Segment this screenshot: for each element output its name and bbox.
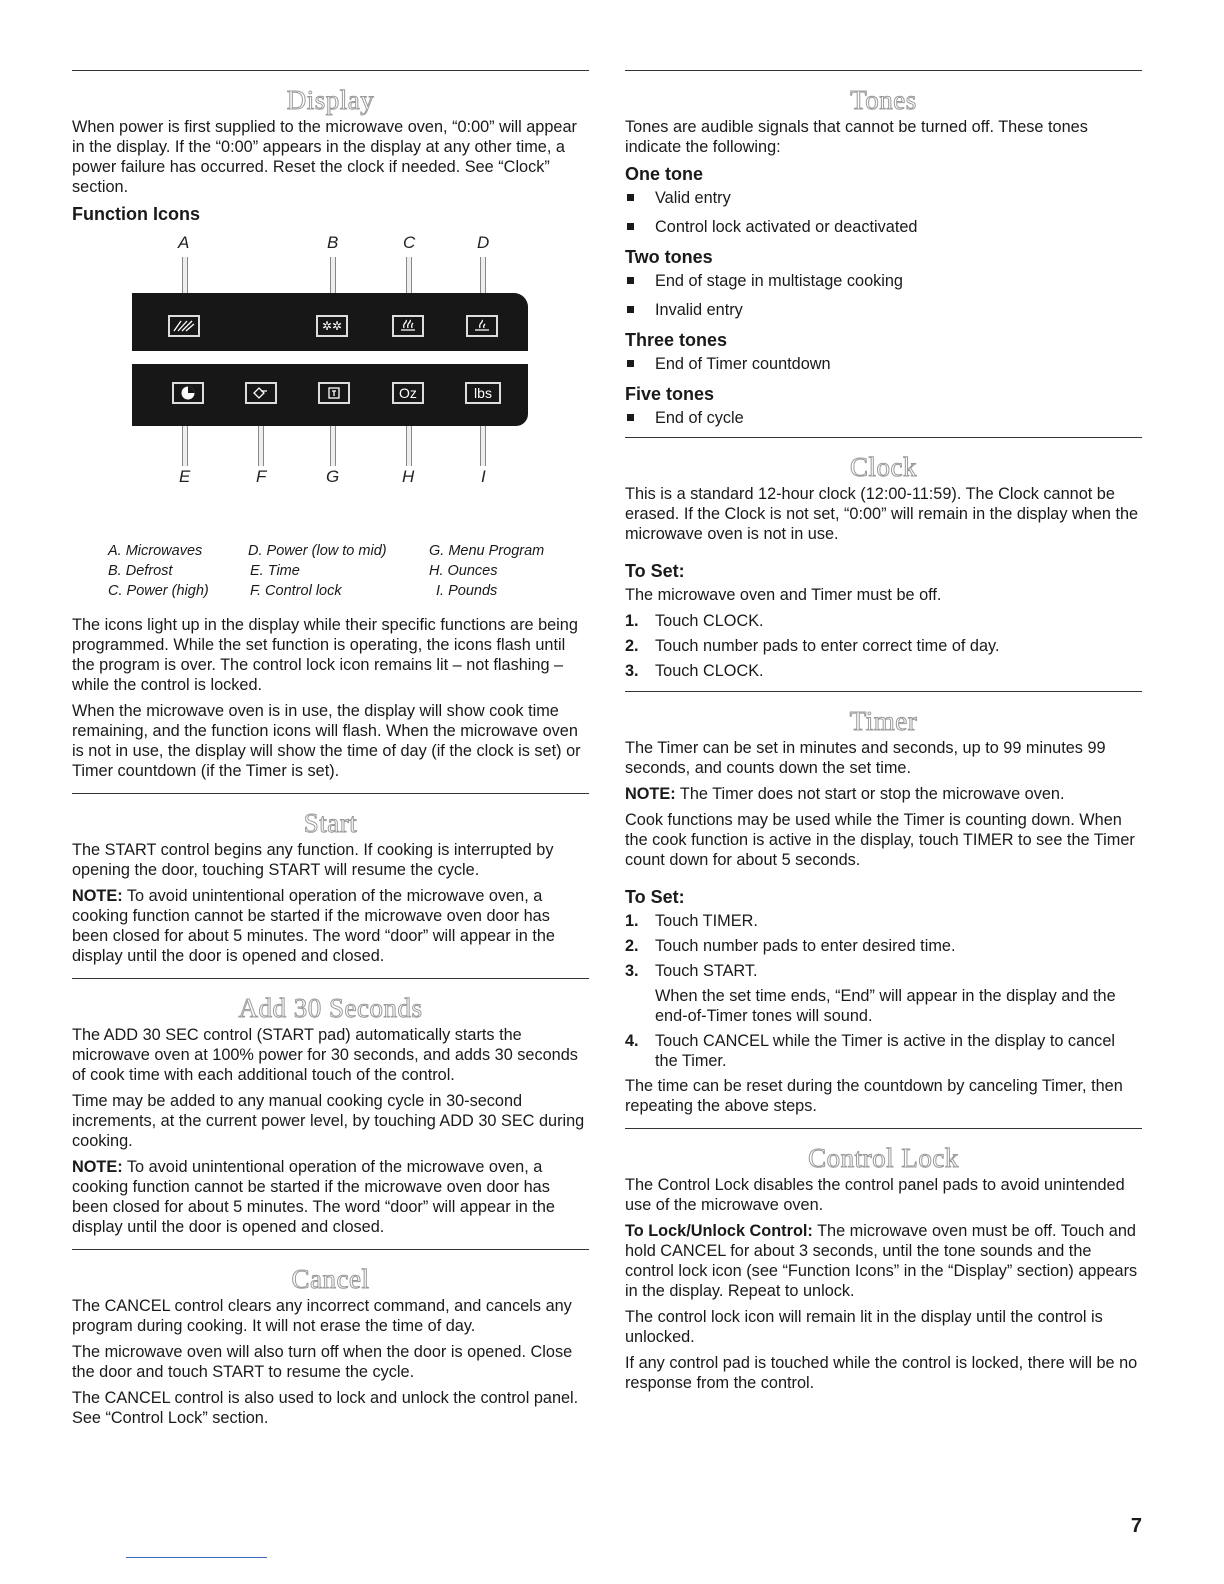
section-title-start: Start: [303, 808, 358, 838]
leader-line: [406, 426, 412, 466]
note-text: The Timer does not start or stop the microwave oven.: [675, 785, 1065, 803]
timer-outro: The time can be reset during the countdown by canceling Timer, then repeating the above steps.: [625, 1077, 1123, 1115]
step-number: 2.: [625, 637, 639, 655]
step-number: 3.: [625, 662, 639, 680]
display-panel-top: [132, 293, 528, 351]
display-para-in-use: When the microwave oven is in use, the display will show cook time remaining, and the function icons will flash. When the microwave oven is not in use, the display will show the time of day (if the clock is set) or Timer countdown (if the Timer is set).: [72, 702, 581, 780]
step-text: Touch START.: [655, 962, 758, 980]
power-low-mid-icon: [466, 315, 498, 337]
function-icons-figure: [72, 229, 589, 535]
control-lock-intro: The Control Lock disables the control panel pads to avoid unintended use of the microwave oven.: [625, 1176, 1125, 1214]
cancel-para-1: The CANCEL control clears any incorrect command, and cancels any program during cooking. It will not erase the time of day.: [72, 1297, 572, 1335]
list-item: Invalid entry: [625, 300, 1142, 320]
section-title-display: Display: [286, 85, 375, 115]
divider: [72, 70, 589, 71]
one-tone-list: [625, 188, 1142, 237]
step-text: Touch CLOCK.: [655, 612, 764, 630]
function-icons-legend: [72, 541, 589, 607]
cancel-para-3: The CANCEL control is also used to lock and unlock the control panel. See “Control Lock” section.: [72, 1389, 579, 1427]
five-tones-list: [625, 408, 1142, 428]
divider: [72, 978, 589, 979]
section-title-timer: Timer: [849, 706, 918, 736]
step-number: 3.: [625, 962, 639, 980]
add30-para-2: Time may be added to any manual cooking cycle in 30-second increments, at the current power level, by touching ADD 30 SEC during cooking.: [72, 1092, 585, 1150]
legend-c: C. Power (high): [108, 583, 209, 599]
step-text: Touch number pads to enter desired time.: [655, 937, 956, 955]
three-tones-list: [625, 354, 1142, 374]
page-number: 7: [1130, 1515, 1142, 1537]
figure-letter-i: I: [481, 467, 486, 486]
legend-b: B. Defrost: [108, 563, 173, 579]
figure-letter-f: F: [256, 467, 267, 486]
divider: [625, 691, 1142, 692]
add30-note: [72, 1157, 589, 1237]
figure-letter-c: C: [403, 233, 416, 252]
pounds-icon: lbs: [465, 382, 501, 404]
ounces-icon: Oz: [392, 382, 424, 404]
list-item: [625, 911, 1142, 931]
list-item: Valid entry: [625, 188, 1142, 208]
list-item: [625, 611, 1142, 631]
left-column: [72, 70, 589, 1434]
two-tones-heading: Two tones: [625, 247, 713, 267]
step-text: Touch CLOCK.: [655, 662, 764, 680]
leader-line: [330, 426, 336, 466]
section-title-add-30-seconds: Add 30 Seconds: [238, 993, 423, 1023]
leader-line: [182, 257, 188, 293]
figure-letter-h: H: [402, 467, 415, 486]
list-item: [625, 936, 1142, 956]
leader-line: [258, 426, 264, 466]
power-high-icon: [392, 315, 424, 337]
divider: [72, 1249, 589, 1250]
section-title-tones: Tones: [850, 85, 917, 115]
cancel-para-2: The microwave oven will also turn off when the door is opened. Close the door and touch START to resume the cycle.: [72, 1343, 573, 1381]
leader-line: [182, 426, 188, 466]
control-lock-para-3: If any control pad is touched while the control is locked, there will be no response from the control.: [625, 1354, 1138, 1392]
tones-intro: Tones are audible signals that cannot be turned off. These tones indicate the following:: [625, 118, 1088, 156]
five-tones-heading: Five tones: [625, 384, 715, 404]
footer-line: [126, 1557, 267, 1558]
step-subtext: When the set time ends, “End” will appear in the display and the end-of-Timer tones will sound.: [655, 987, 1116, 1025]
lock-unlock-label: To Lock/Unlock Control:: [625, 1222, 813, 1240]
step-number: 1.: [625, 612, 639, 630]
clock-to-set-heading: To Set:: [625, 561, 685, 581]
note-label: NOTE:: [72, 1158, 123, 1176]
legend-e: E. Time: [250, 563, 300, 579]
one-tone-heading: One tone: [625, 164, 704, 184]
leader-line: [480, 257, 486, 293]
divider: [625, 437, 1142, 438]
microwaves-icon: [168, 315, 200, 337]
clock-pre: The microwave oven and Timer must be off.: [625, 586, 942, 604]
figure-letter-g: G: [326, 467, 340, 486]
leader-line: [406, 257, 412, 293]
leader-line: [480, 426, 486, 466]
clock-intro: This is a standard 12-hour clock (12:00-11:59). The Clock cannot be erased. If the Clock is not set, “0:00” will remain in the display when the microwave oven is not in use.: [625, 485, 1139, 543]
menu-program-icon: [318, 382, 350, 404]
timer-steps: [625, 911, 1142, 1071]
step-text: Touch number pads to enter correct time of day.: [655, 637, 1000, 655]
figure-letter-b: B: [327, 233, 339, 252]
step-text: Touch TIMER.: [655, 912, 758, 930]
legend-f: F. Control lock: [250, 583, 342, 599]
time-icon: [172, 382, 204, 404]
legend-i: I. Pounds: [436, 583, 498, 599]
legend-g: G. Menu Program: [429, 543, 545, 559]
control-lock-para-2: The control lock icon will remain lit in the display until the control is unlocked.: [625, 1308, 1103, 1346]
start-note: [72, 886, 589, 966]
control-lock-instructions: [625, 1221, 1142, 1301]
right-column: [625, 70, 1142, 1399]
clock-steps: [625, 611, 1142, 681]
list-item: [625, 636, 1142, 656]
legend-a: A. Microwaves: [108, 543, 203, 559]
list-item: End of Timer countdown: [625, 354, 1142, 374]
step-number: 1.: [625, 912, 639, 930]
divider: [625, 70, 1142, 71]
two-tones-list: [625, 271, 1142, 320]
list-item: End of stage in multistage cooking: [625, 271, 1142, 291]
list-item: Control lock activated or deactivated: [625, 217, 1142, 237]
defrost-icon: ✲✲: [316, 315, 348, 337]
note-text: To avoid unintentional operation of the microwave oven, a cooking function cannot be started if the microwave oven door has been closed for about 5 minutes. The word “door” will appear in the display until the door is opened and closed.: [72, 887, 555, 965]
display-intro: When power is first supplied to the microwave oven, “0:00” will appear in the display. If the “0:00” appears in the display at any other time, a power failure has occurred. Reset the clock if needed. See “Clock” section.: [72, 118, 577, 196]
leader-line: [330, 257, 336, 293]
step-number: 4.: [625, 1032, 639, 1050]
display-para-icons: The icons light up in the display while their specific functions are being programmed. While the set function is operating, the icons flash until the program is over. The control lock icon remains lit – not flashing – while the control is locked.: [72, 616, 578, 694]
timer-para-2: Cook functions may be used while the Timer is counting down. When the cook function is active in the display, touch TIMER to see the Timer count down for about 5 seconds.: [625, 811, 1135, 869]
legend-d: D. Power (low to mid): [248, 543, 387, 559]
step-text: Touch CANCEL while the Timer is active in the display to cancel the Timer.: [655, 1032, 1115, 1070]
list-item: End of cycle: [625, 408, 1142, 428]
timer-intro: The Timer can be set in minutes and seconds, up to 99 minutes 99 seconds, and counts down the set time.: [625, 739, 1106, 777]
figure-letter-e: E: [179, 467, 191, 486]
section-title-clock: Clock: [850, 452, 917, 482]
control-lock-icon: [245, 382, 277, 404]
note-label: NOTE:: [625, 785, 676, 803]
divider: [625, 1128, 1142, 1129]
list-item: [625, 1031, 1142, 1071]
note-text: To avoid unintentional operation of the microwave oven, a cooking function cannot be started if the microwave oven door has been closed for about 5 minutes. The word “door” will appear in the display until the door is opened and closed.: [72, 1158, 555, 1236]
note-label: NOTE:: [72, 887, 123, 905]
list-item: [625, 661, 1142, 681]
start-para: The START control begins any function. If cooking is interrupted by opening the door, touching START will resume the cycle.: [72, 841, 554, 879]
lock-unlock-text: The microwave oven must be off. Touch and hold CANCEL for about 3 seconds, until the tone sounds and the control lock icon (see “Function Icons” in the “Display” section) appears in the display. Repeat to unlock.: [625, 1222, 1138, 1300]
step-number: 2.: [625, 937, 639, 955]
list-item: [625, 961, 1142, 1026]
divider: [72, 793, 589, 794]
section-title-control-lock: Control Lock: [808, 1143, 959, 1173]
add30-para-1: The ADD 30 SEC control (START pad) automatically starts the microwave oven at 100% power for 30 seconds, and adds 30 seconds of cook time with each additional touch of the control.: [72, 1026, 578, 1084]
legend-h: H. Ounces: [429, 563, 498, 579]
three-tones-heading: Three tones: [625, 330, 728, 350]
function-icons-heading: Function Icons: [72, 204, 200, 224]
timer-note: [625, 784, 1142, 804]
display-panel-bottom: [132, 364, 528, 426]
figure-letter-d: D: [477, 233, 490, 252]
figure-letter-a: A: [178, 233, 190, 252]
timer-to-set-heading: To Set:: [625, 887, 685, 907]
section-title-cancel: Cancel: [291, 1264, 370, 1294]
